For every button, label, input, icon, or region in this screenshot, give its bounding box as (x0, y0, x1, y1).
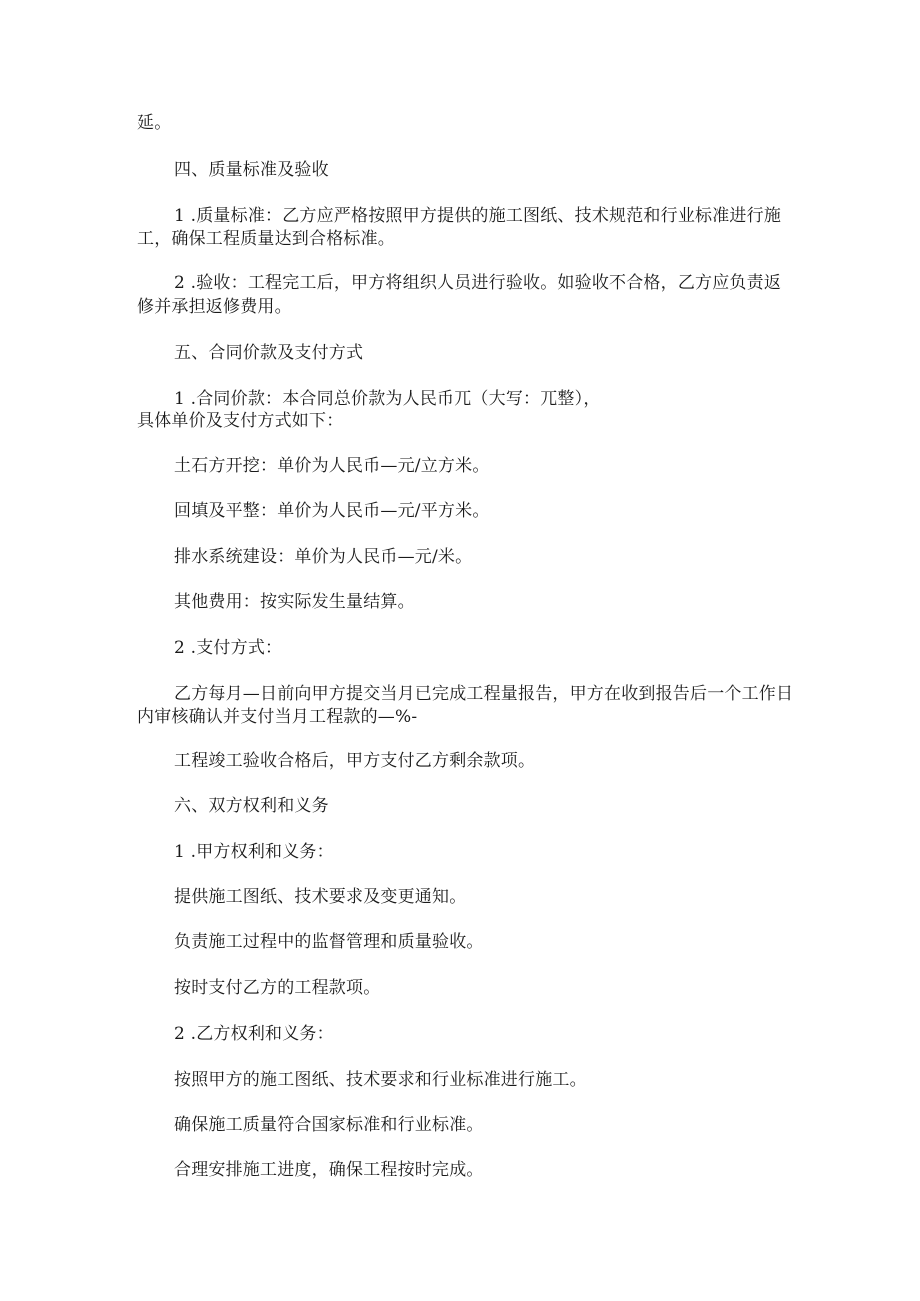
clause-contract-price-line1: 1 .合同价款：本合同总价款为人民币兀（大写：兀整）， (174, 389, 601, 409)
clause-party-a: 1 .甲方权利和义务： (174, 842, 334, 862)
section-heading-price: 五、合同价款及支付方式 (174, 343, 364, 363)
payment-final: 工程竣工验收合格后，甲方支付乙方剩余款项。 (174, 751, 536, 771)
party-b-item-construction: 按照甲方的施工图纸、技术要求和行业标准进行施工。 (174, 1070, 587, 1090)
clause-contract-price-line2: 具体单价及支付方式如下： (137, 411, 344, 431)
section-heading-quality: 四、质量标准及验收 (174, 160, 329, 180)
clause-quality-standard-line2: 工，确保工程质量达到合格标准。 (137, 229, 395, 249)
item-backfill: 回填及平整：单价为人民币—元/平方米。 (174, 501, 490, 521)
party-b-item-schedule: 合理安排施工进度，确保工程按时完成。 (174, 1160, 484, 1180)
item-other-fees: 其他费用：按实际发生量结算。 (174, 592, 415, 612)
section-heading-rights: 六、双方权利和义务 (174, 796, 329, 816)
clause-quality-standard-line1: 1 .质量标准：乙方应严格按照甲方提供的施工图纸、技术规范和行业标准进行施 (174, 206, 782, 226)
item-earthwork: 土石方开挖：单价为人民币—元/立方米。 (174, 456, 490, 476)
payment-monthly-line2: 内审核确认并支付当月工程款的—%- (137, 707, 418, 727)
clause-payment-method: 2 .支付方式： (174, 638, 283, 658)
clause-acceptance-line1: 2 .验收：工程完工后，甲方将组织人员进行验收。如验收不合格，乙方应负责返 (174, 273, 782, 293)
party-b-item-quality: 确保施工质量符合国家标准和行业标准。 (174, 1115, 484, 1135)
party-a-item-drawings: 提供施工图纸、技术要求及变更通知。 (174, 887, 467, 907)
clause-party-b: 2 .乙方权利和义务： (174, 1024, 334, 1044)
party-a-item-supervision: 负责施工过程中的监督管理和质量验收。 (174, 932, 484, 952)
item-drainage: 排水系统建设：单价为人民币—元/米。 (174, 547, 473, 567)
paragraph-continuation: 延。 (137, 113, 172, 133)
party-a-item-payment: 按时支付乙方的工程款项。 (174, 978, 381, 998)
clause-acceptance-line2: 修并承担返修费用。 (137, 297, 292, 317)
payment-monthly-line1: 乙方每月—日前向甲方提交当月已完成工程量报告，甲方在收到报告后一个工作日 (174, 684, 794, 704)
